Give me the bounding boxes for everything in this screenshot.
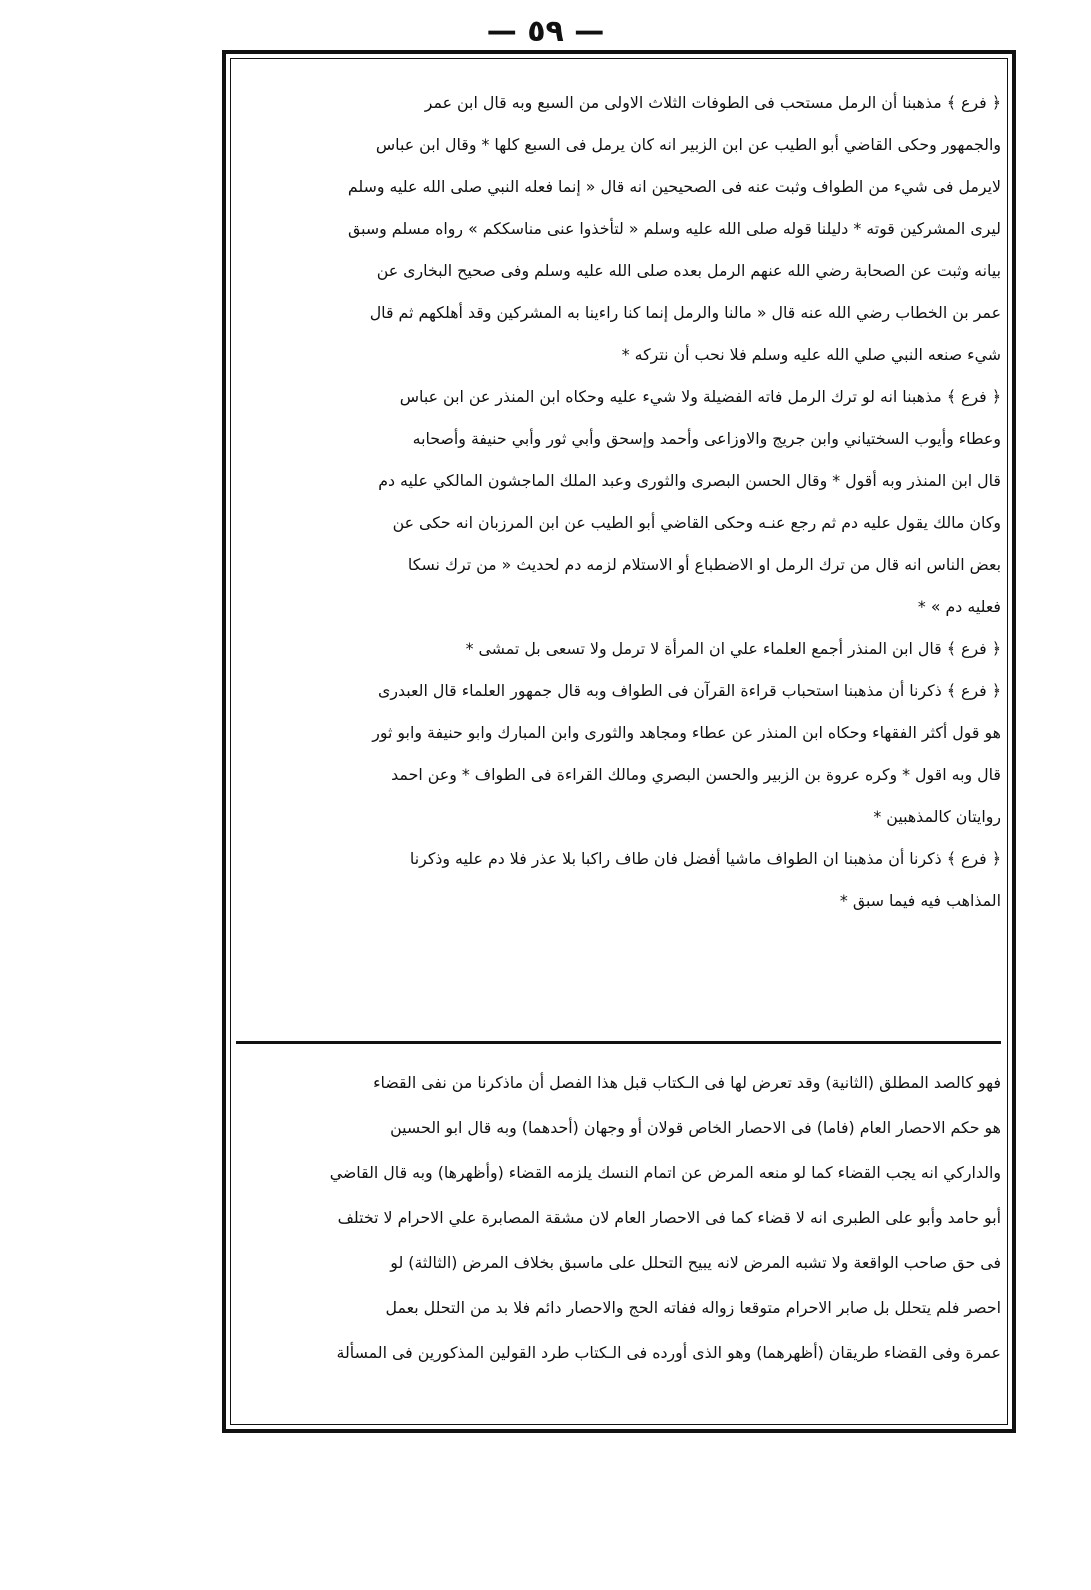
text-line: ﴿ فرع ﴾ ذكرنا أن مذهبنا ان الطواف ماشيا أفضل فان طاف راكبا بلا عذر فلا دم عليه وذكرنا — [409, 849, 1001, 868]
footnote-line: هو حكم الاحصار العام (فاما) فى الاحصار الخاص قولان أو وجهان (أحدهما) وبه قال ابو الحسين — [390, 1118, 1001, 1137]
footnote-line: أبو حامد وأبو على الطبرى انه لا قضاء كما فى الاحصار العام لان مشقة المصابرة علي الاحرام لا تختلف — [337, 1208, 1001, 1227]
text-line: فعليه دم » * — [917, 597, 1001, 616]
text-line: بيانه وثبت عن الصحابة رضي الله عنهم الرمل بعده صلى الله عليه وسلم وفى صحيح البخارى عن — [376, 261, 1001, 280]
text-line: هو قول أكثر الفقهاء وحكاه ابن المنذر عن عطاء ومجاهد والثورى وابن المبارك وابو حنيفة وابو ثور — [372, 723, 1001, 742]
text-line: المذاهب فيه فيما سبق * — [839, 891, 1001, 910]
text-line: عمر بن الخطاب رضي الله عنه قال « مالنا والرمل إنما كنا راءينا به المشركين وقد أهلكهم ثم قال — [369, 303, 1001, 322]
text-line: قال ابن المنذر وبه أقول * وقال الحسن البصرى والثورى وعبد الملك الماجشون المالكي عليه دم — [378, 471, 1001, 490]
page-number: — ٥٩ — — [486, 14, 605, 49]
text-line: بعض الناس انه قال من ترك الرمل او الاضطباع أو الاستلام لزمه دم لحديث « من ترك نسكا — [407, 555, 1001, 574]
text-line: شيء صنعه النبي صلي الله عليه وسلم فلا نحب أن نتركه * — [621, 345, 1001, 364]
text-line: وكان مالك يقول عليه دم ثم رجع عنـه وحكى القاضي أبو الطيب عن ابن المرزبان انه حكى عن — [392, 513, 1001, 532]
text-line: والجمهور وحكى القاضي أبو الطيب عن ابن الزبير انه كان يرمل فى السبع كلها * وقال ابن عباس — [375, 135, 1001, 154]
footnote-text — [236, 1060, 1001, 1375]
text-line: ﴿ فرع ﴾ مذهبنا أن الرمل مستحب فى الطوفات الثلاث الاولى من السبع وبه قال ابن عمر — [424, 93, 1001, 112]
footnote-line: فى حق صاحب الواقعة ولا تشبه المرض لانه يبيح التحلل على ماسبق بخلاف المرض (الثالثة) لو — [390, 1253, 1001, 1272]
text-line: ليرى المشركين قوته * دليلنا قوله صلى الله عليه وسلم « لتأخذوا عنى مناسككم » رواه مسلم وسبق — [347, 219, 1001, 238]
text-line: ﴿ فرع ﴾ مذهبنا انه لو ترك الرمل فاته الفضيلة ولا شيء عليه وحكاه ابن المنذر عن ابن عباس — [399, 387, 1001, 406]
footnote-line: والداركي انه يجب القضاء كما لو منعه المرض عن اتمام النسك يلزمه القضاء (وأظهرها) وبه قال القاضي — [329, 1163, 1001, 1182]
footnote-line: احصر فلم يتحلل بل صابر الاحرام متوقعا زواله ففاته الحج والاحصار دائم فلا بد من التحلل بعمل — [385, 1298, 1001, 1317]
text-line: ﴿ فرع ﴾ ذكرنا أن مذهبنا استحباب قراءة القرآن فى الطواف وبه قال جمهور العلماء قال العبدرى — [378, 681, 1001, 700]
main-text — [236, 82, 1001, 922]
text-line: وعطاء وأيوب السختياني وابن جريج والاوزاعى وأحمد وإسحق وأبي ثور وأبي حنيفة وأصحابه — [412, 429, 1001, 448]
text-line: لايرمل فى شيء من الطواف وثبت عنه فى الصحيحين انه قال « إنما فعله النبي صلى الله عليه وسلم — [347, 177, 1001, 196]
footnote-divider — [236, 1041, 1001, 1044]
text-line: قال وبه اقول * وكره عروة بن الزبير والحسن البصري ومالك القراءة فى الطواف * وعن احمد — [391, 765, 1001, 784]
footnote-line: فهو كالصد المطلق (الثانية) وقد تعرض لها فى الـكتاب قبل هذا الفصل أن ماذكرنا من نفى القضاء — [373, 1073, 1001, 1092]
footnote-line: عمرة وفى القضاء طريقان (أظهرهما) وهو الذى أورده فى الـكتاب طرد القولين المذكورين فى المسألة — [336, 1343, 1001, 1362]
text-line: روايتان كالمذهبين * — [873, 807, 1001, 826]
text-line: ﴿ فرع ﴾ قال ابن المنذر أجمع العلماء علي ان المرأة لا ترمل ولا تسعى بل تمشى * — [465, 639, 1001, 658]
